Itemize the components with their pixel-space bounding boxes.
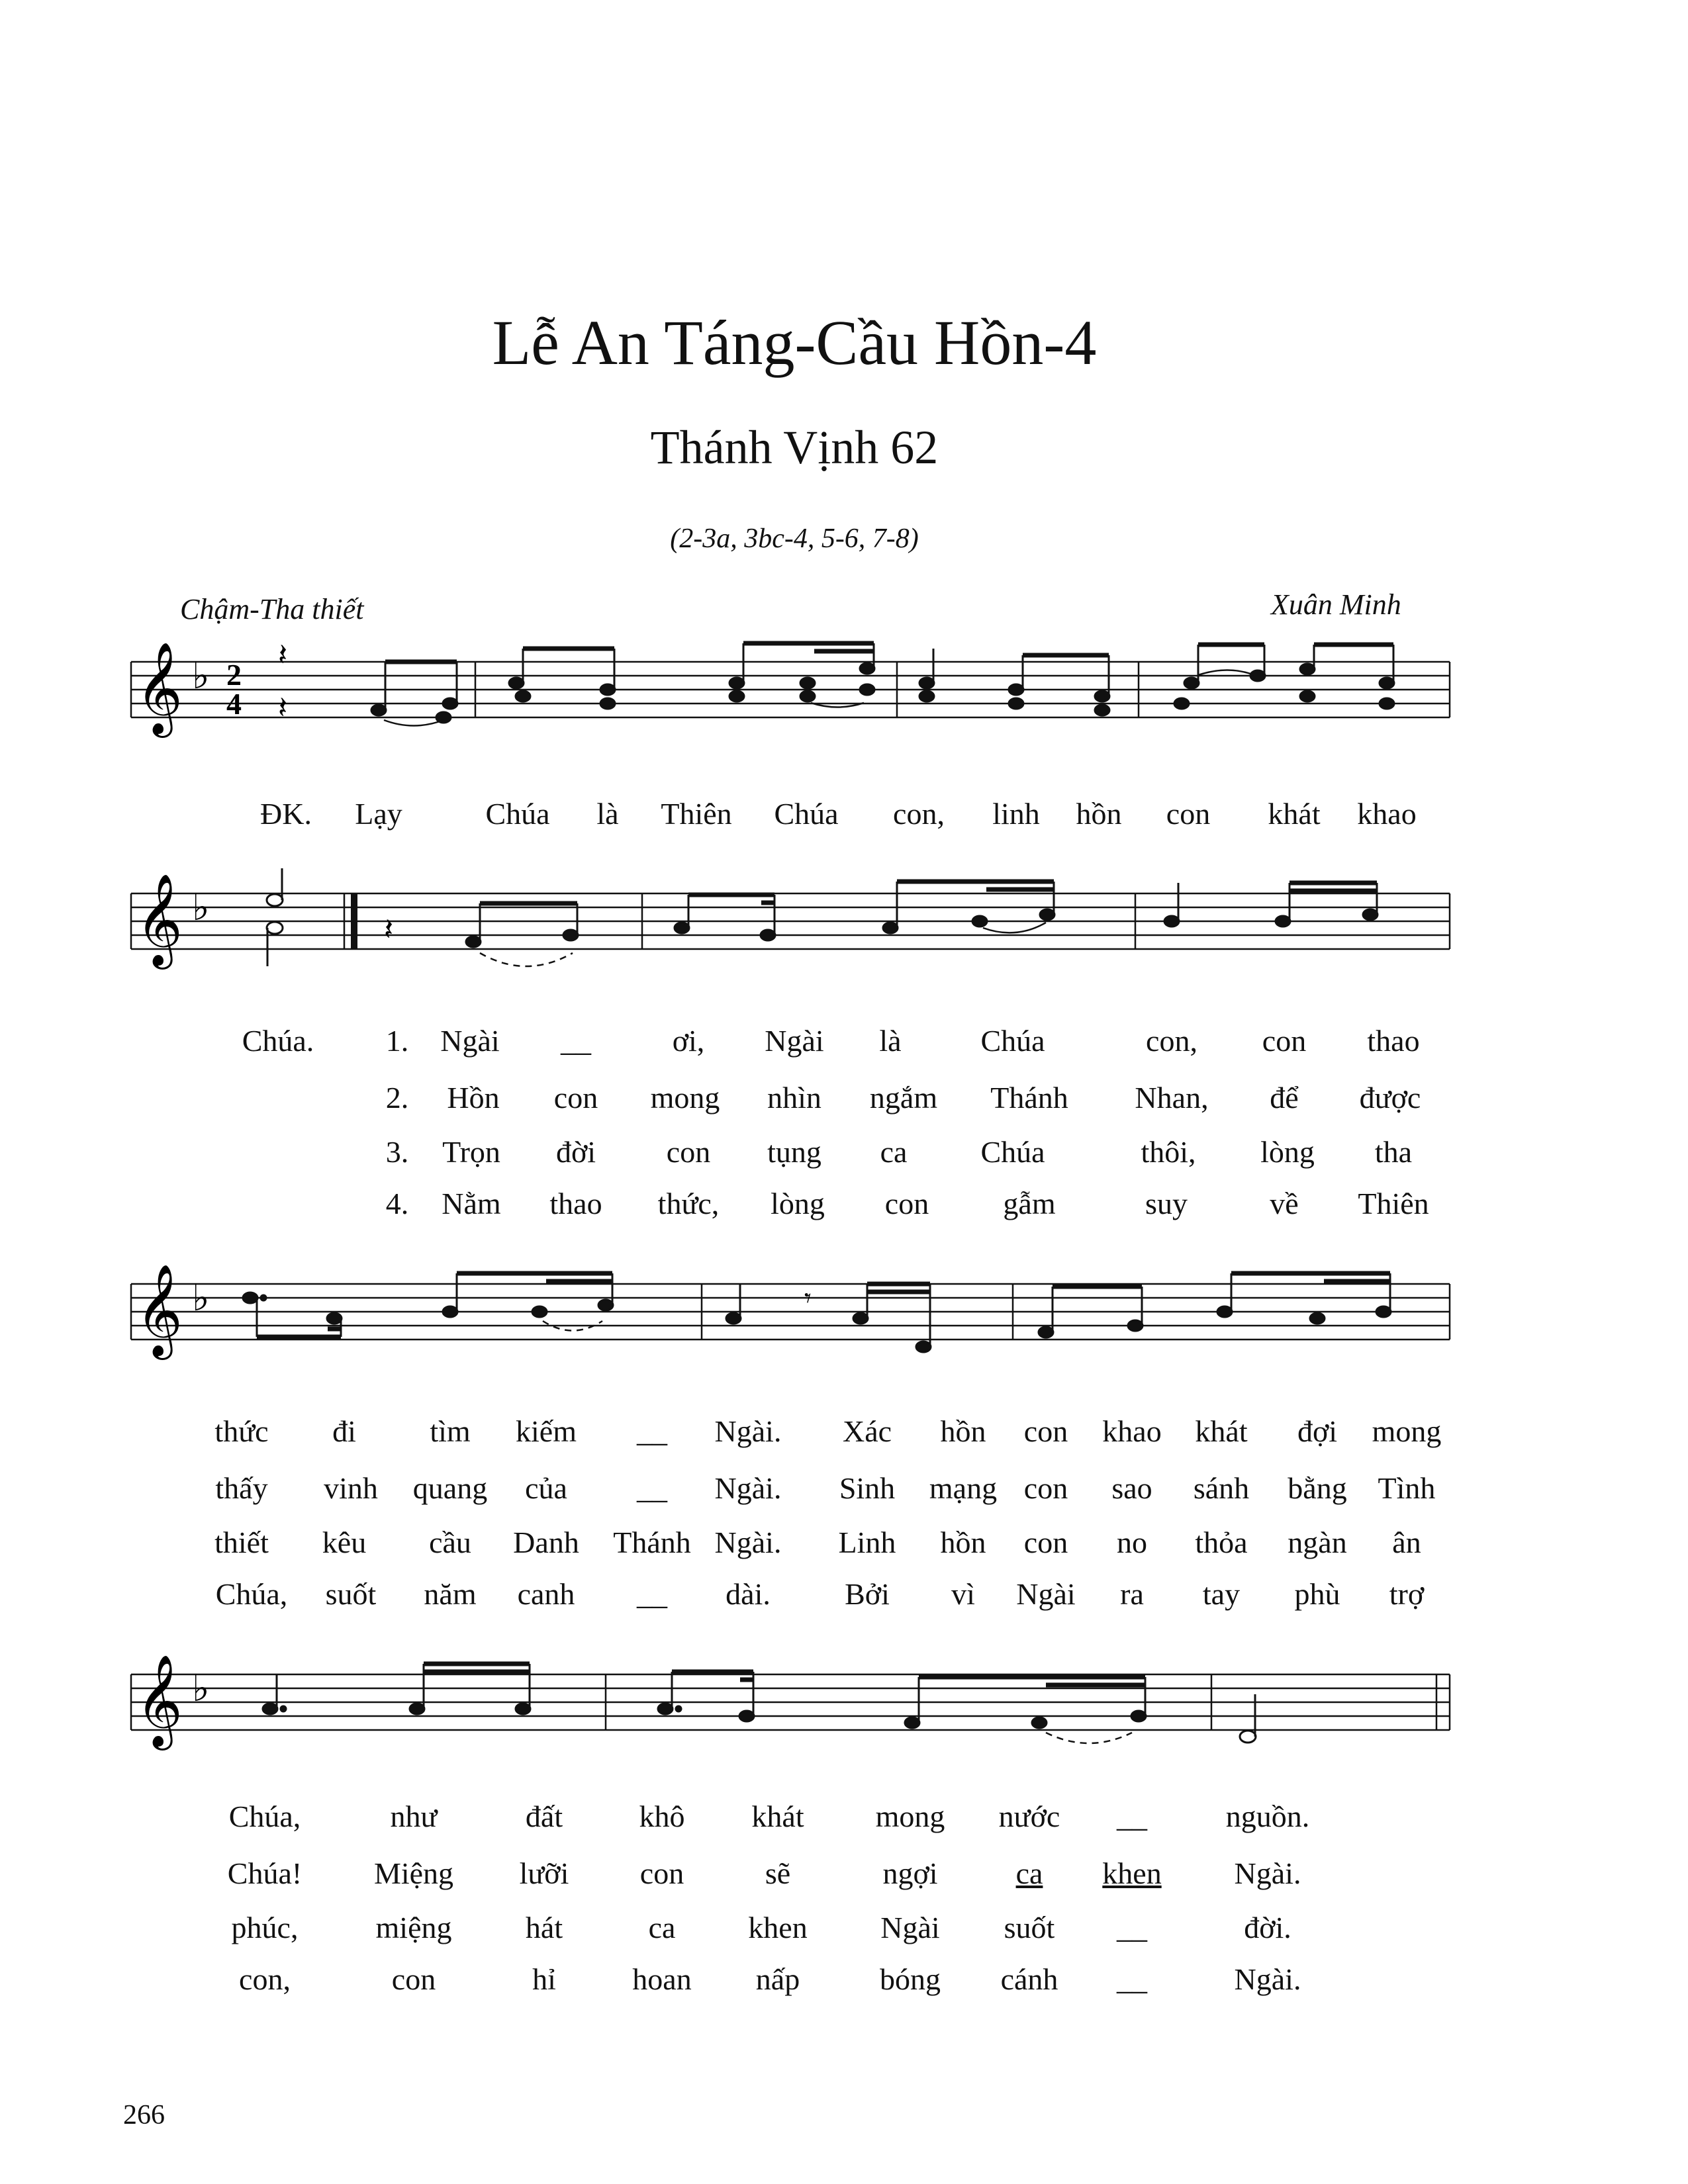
lyric-word: bóng <box>880 1962 941 1996</box>
lyric-word: Ngài. <box>1234 1962 1301 1996</box>
lyric-word: Hồn <box>447 1081 500 1115</box>
lyric-word: năm <box>424 1577 477 1611</box>
lyric-word: hoan <box>632 1962 692 1996</box>
lyric-word: là <box>879 1024 902 1058</box>
lyric-word: nhìn <box>767 1081 821 1115</box>
lyric-word: về <box>1270 1187 1299 1220</box>
lyric-word: cầu <box>429 1525 471 1559</box>
lyric-word: ĐK. <box>260 797 312 831</box>
lyric-word: canh <box>517 1577 575 1611</box>
lyric-word: Danh <box>513 1525 579 1559</box>
lyric-word: ca <box>1015 1856 1043 1890</box>
lyric-word: Chúa, <box>228 1799 301 1833</box>
lyric-word: con <box>1023 1414 1068 1448</box>
lyric-word: Lạy <box>355 797 402 831</box>
lyric-word: mong <box>650 1081 720 1115</box>
page-subtitle: Thánh Vịnh 62 <box>650 421 939 474</box>
lyric-word: con, <box>239 1962 291 1996</box>
lyric-word: ca <box>880 1135 908 1169</box>
lyric-word: Bởi <box>845 1577 890 1611</box>
lyric-word: Chúa. <box>242 1024 314 1058</box>
lyric-word: kêu <box>322 1525 367 1559</box>
lyric-word: vinh <box>324 1471 378 1505</box>
lyric-word: thấy <box>215 1471 268 1505</box>
lyric-word: Chúa <box>485 797 550 831</box>
lyric-word: con <box>391 1962 436 1996</box>
lyric-word: con <box>1023 1525 1068 1559</box>
treble-clef-icon: 𝄞 <box>136 642 183 734</box>
staff-system-1 <box>0 635 1688 807</box>
lyric-word: khao <box>1102 1414 1162 1448</box>
lyric-word: khát <box>1195 1414 1248 1448</box>
lyric-word: con <box>639 1856 684 1890</box>
lyric-word: __ <box>637 1414 667 1448</box>
lyric-word: được <box>1359 1081 1421 1115</box>
lyric-word: nước <box>998 1799 1060 1833</box>
lyric-word: Ngài. <box>714 1414 782 1448</box>
lyric-word: đi <box>332 1414 356 1448</box>
lyric-word: tụng <box>767 1135 821 1169</box>
lyric-word: Chúa, <box>215 1577 288 1611</box>
flat-sign-icon: ♭ <box>192 886 210 929</box>
lyric-word: ngợi <box>882 1856 938 1890</box>
lyric-word: Miệng <box>373 1856 454 1890</box>
lyric-word: dài. <box>726 1577 771 1611</box>
lyric-word: bằng <box>1288 1471 1347 1505</box>
lyric-word: Xác <box>842 1414 892 1448</box>
lyric-word: Thánh <box>990 1081 1068 1115</box>
lyric-word: __ <box>1117 1962 1147 1996</box>
flat-sign-icon: ♭ <box>192 1277 210 1320</box>
lyric-word: no <box>1117 1525 1147 1559</box>
lyric-word: miệng <box>375 1911 452 1944</box>
lyric-word: ân <box>1392 1525 1421 1559</box>
lyric-word: khen <box>748 1911 808 1944</box>
lyric-word: 3. <box>385 1135 409 1169</box>
lyric-word: khao <box>1357 797 1417 831</box>
lyric-word: vì <box>951 1577 975 1611</box>
lyric-word: Thánh <box>613 1525 691 1559</box>
lyric-word: đời. <box>1244 1911 1291 1944</box>
verse-reference: (2-3a, 3bc-4, 5-6, 7-8) <box>670 523 919 554</box>
lyric-word: như <box>390 1799 438 1833</box>
lyric-word: mong <box>875 1799 945 1833</box>
lyric-word: ca <box>648 1911 676 1944</box>
lyric-word: tha <box>1374 1135 1413 1169</box>
lyric-word: khát <box>751 1799 804 1833</box>
lyric-word: con, <box>893 797 945 831</box>
lyric-word: __ <box>561 1024 591 1058</box>
staff-system-2 <box>0 867 1688 1026</box>
lyric-word: lòng <box>771 1187 825 1220</box>
lyric-word: con <box>666 1135 711 1169</box>
lyric-word: hồn <box>940 1525 986 1559</box>
treble-clef-icon: 𝄞 <box>136 874 183 966</box>
lyric-word: Thiên <box>661 797 732 831</box>
tempo-marking: Chậm-Tha thiết <box>180 593 364 625</box>
treble-clef-icon: 𝄞 <box>136 1655 183 1747</box>
lyric-word: phù <box>1294 1577 1340 1611</box>
lyric-word: suy <box>1145 1187 1188 1220</box>
lyric-word: __ <box>637 1471 667 1505</box>
lyric-word: khát <box>1268 797 1321 831</box>
lyric-word: 2. <box>385 1081 409 1115</box>
lyric-word: ngàn <box>1288 1525 1347 1559</box>
lyric-word: mạng <box>929 1471 998 1505</box>
lyric-word: nấp <box>755 1962 800 1996</box>
lyric-word: 4. <box>385 1187 409 1220</box>
lyric-word: Thiên <box>1358 1187 1429 1220</box>
composer-name: Xuân Minh <box>1271 588 1401 621</box>
treble-clef-icon: 𝄞 <box>136 1264 183 1356</box>
staff-system-4 <box>0 1648 1688 1807</box>
page-title: Lễ An Táng-Cầu Hồn-4 <box>492 307 1097 378</box>
lyric-word: Ngài <box>440 1024 500 1058</box>
svg-text:4: 4 <box>226 687 242 721</box>
lyric-word: ngắm <box>869 1081 938 1115</box>
lyric-word: trợ <box>1389 1577 1425 1611</box>
lyric-word: thức, <box>657 1187 720 1220</box>
lyric-word: linh <box>992 797 1040 831</box>
lyric-word: con, <box>1146 1024 1197 1058</box>
svg-text:𝄽: 𝄽 <box>278 637 288 672</box>
lyric-word: hỉ <box>532 1962 556 1996</box>
lyric-word: Ngài. <box>714 1471 782 1505</box>
lyric-word: ra <box>1120 1577 1144 1611</box>
lyric-word: con <box>1023 1471 1068 1505</box>
lyric-word: khen <box>1102 1856 1162 1890</box>
lyric-word: gẫm <box>1003 1187 1056 1220</box>
lyric-word: thỏa <box>1195 1525 1248 1559</box>
lyric-word: nguồn. <box>1225 1799 1310 1833</box>
lyric-word: __ <box>1117 1799 1147 1833</box>
lyric-word: sánh <box>1193 1471 1250 1505</box>
lyric-word: kiếm <box>516 1414 577 1448</box>
staff-system-3 <box>0 1257 1688 1416</box>
lyric-word: Sinh <box>839 1471 896 1505</box>
lyric-word: khô <box>639 1799 685 1833</box>
lyric-word: Tình <box>1378 1471 1436 1505</box>
lyric-word: hồn <box>1076 797 1122 831</box>
lyric-word: suốt <box>325 1577 377 1611</box>
lyric-word: Chúa! <box>227 1856 303 1890</box>
lyric-word: thôi, <box>1141 1135 1196 1169</box>
lyric-word: suốt <box>1004 1911 1055 1944</box>
lyric-word: tay <box>1202 1577 1241 1611</box>
lyric-word: 1. <box>385 1024 409 1058</box>
lyric-word: ơi, <box>672 1024 705 1058</box>
lyric-word: là <box>596 797 619 831</box>
lyric-word: Linh <box>838 1525 896 1559</box>
lyric-word: lòng <box>1260 1135 1315 1169</box>
lyric-word: Nhan, <box>1135 1081 1209 1115</box>
lyric-word: __ <box>637 1577 667 1611</box>
lyric-word: quang <box>412 1471 488 1505</box>
lyric-word: mong <box>1372 1414 1442 1448</box>
lyric-word: phúc, <box>231 1911 299 1944</box>
lyric-word: để <box>1270 1081 1299 1115</box>
lyric-word: con <box>1166 797 1211 831</box>
lyric-word: đất <box>525 1799 563 1833</box>
lyric-word: Trọn <box>442 1135 500 1169</box>
lyric-word: Ngài <box>880 1911 940 1944</box>
lyric-word: con <box>1262 1024 1307 1058</box>
lyric-word: hát <box>525 1911 563 1944</box>
lyric-word: Chúa <box>980 1135 1045 1169</box>
lyric-word: hồn <box>940 1414 986 1448</box>
lyric-word: sẽ <box>765 1856 791 1890</box>
lyric-word: thao <box>549 1187 602 1220</box>
lyric-word: Ngài <box>765 1024 824 1058</box>
time-signature: 2 <box>226 658 242 692</box>
lyric-word: Chúa <box>774 797 839 831</box>
lyric-word: lưỡi <box>519 1856 569 1890</box>
lyric-word: Nằm <box>442 1187 501 1220</box>
lyric-word: Ngài <box>1016 1577 1076 1611</box>
flat-sign-icon: ♭ <box>192 655 210 698</box>
lyric-word: của <box>525 1471 567 1505</box>
lyric-word: cánh <box>1000 1962 1058 1996</box>
page-number: 266 <box>123 2100 165 2130</box>
lyric-word: con <box>884 1187 929 1220</box>
lyric-word: thiết <box>214 1525 269 1559</box>
lyric-word: __ <box>1117 1911 1147 1944</box>
svg-text:𝄽: 𝄽 <box>384 911 394 947</box>
lyric-word: Ngài. <box>1234 1856 1301 1890</box>
lyric-word: đời <box>555 1135 596 1169</box>
lyric-word: Ngài. <box>714 1525 782 1559</box>
lyric-word: con <box>553 1081 598 1115</box>
svg-text:𝄽: 𝄽 <box>278 690 288 725</box>
lyric-word: Chúa <box>980 1024 1045 1058</box>
lyric-word: tìm <box>430 1414 471 1448</box>
lyric-word: đợi <box>1297 1414 1338 1448</box>
svg-text:𝄾: 𝄾 <box>804 1283 812 1314</box>
lyric-word: sao <box>1111 1471 1152 1505</box>
flat-sign-icon: ♭ <box>192 1667 210 1710</box>
lyric-word: thức <box>214 1414 269 1448</box>
lyric-word: thao <box>1367 1024 1420 1058</box>
